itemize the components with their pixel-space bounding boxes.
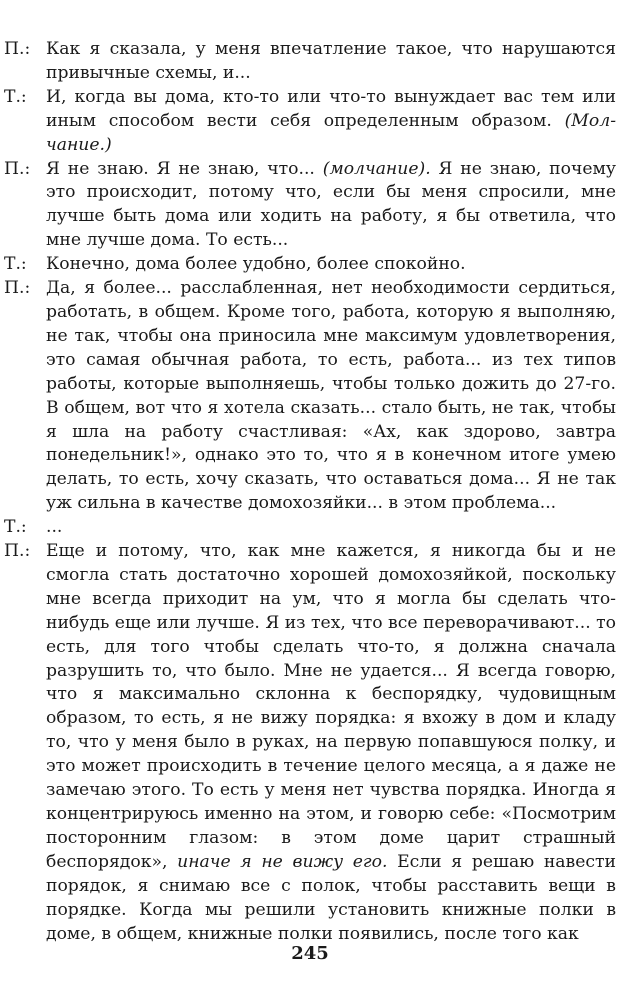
transcript-entries	[4, 38, 616, 946]
dialogue-entry	[4, 540, 616, 946]
italic-remark: (Молчание.)	[46, 110, 616, 155]
dialogue-entry	[4, 253, 616, 277]
utterance-fragment: Как я сказала, у меня впечатление такое, что нарушаются привычные схемы, и...	[46, 39, 616, 83]
utterance-fragment: Да, я более... расслабленная, нет необходимости сердиться, работать, в общем. Кроме того, работа, которую я выполняю, не так, чтобы она приносила мне максимум удовлетворения, это самая обычная работа, то есть, работа... из тех типов работы, которые выполняешь, чтобы только дожить до 27-го. В общем, вот что я хотела сказать... стало быть, не так, чтобы я шла на работу счастливая: «Ах, как здорово, завтра понедельник!», однако это то, что я в конечном итоге умею делать, то есть, хочу сказать, что оставаться дома... Я не так уж сильна в качестве домохозяйки... в этом проблема...	[46, 278, 616, 514]
speaker-label: П.:	[4, 541, 31, 562]
speaker-label: Т.:	[4, 86, 27, 107]
utterance-text	[46, 540, 616, 946]
dialogue-entry	[4, 86, 616, 158]
dialogue-entry	[4, 158, 616, 254]
utterance-fragment: Если я решаю навести порядок, я снимаю все с полок, чтобы расставить вещи в порядке. Когда мы решили установить книжные полки в доме, в общем, книжные полки появились, после того как	[46, 851, 616, 944]
utterance-fragment: Я не знаю, почему это происходит, потому что, если бы меня спросили, мне лучше быть дома или ходить на работу, я бы ответила, что мне лучше дома. То есть...	[46, 158, 616, 251]
utterance-text	[46, 86, 616, 158]
speaker-label: П.:	[4, 39, 31, 59]
transcript-page	[4, 38, 616, 946]
speaker-label: П.:	[4, 278, 31, 299]
utterance-fragment: Конечно, дома более удобно, более спокойно.	[46, 254, 466, 275]
utterance-text	[46, 277, 616, 516]
utterance-text	[46, 38, 616, 86]
utterance-text	[46, 158, 616, 254]
dialogue-entry	[4, 38, 616, 86]
utterance-fragment: И, когда вы дома, кто-то или что-то вынуждает вас тем или иным способом вести себя определенным образом.	[46, 86, 616, 131]
italic-remark: иначе я не вижу его.	[177, 851, 388, 872]
utterance-fragment: Еще и потому, что, как мне кажется, я никогда бы и не смогла стать достаточно хорошей домохозяйкой, поскольку мне всегда приходит на ум, что я могла бы сделать что-нибудь еще или лучше. Я из тех, что все переворачивают... то есть, для того чтобы сделать что-то, я должна сначала разрушить то, что было. Мне не удается... Я всегда говорю, что я максимально склонна к беспорядку, чудовищным образом, то есть, я не вижу порядка: я вхожу в дом и кладу то, что у меня было в руках, на первую попавшуюся полку, и это может происходить в течение целого месяца, а я даже не замечаю этого. То есть у меня нет чувства порядка. Иногда я концентрируюсь именно на этом, и говорю себе: «Посмотрим посторонним глазом: в этом доме царит страшный беспорядок»,	[46, 541, 616, 872]
speaker-label: Т.:	[4, 517, 27, 538]
utterance-fragment: ...	[46, 517, 63, 538]
dialogue-entry	[4, 516, 616, 540]
page-number: 245	[291, 943, 329, 964]
utterance-text	[46, 516, 616, 540]
italic-remark: (молчание).	[322, 158, 431, 179]
utterance-fragment: Я не знаю. Я не знаю, что...	[46, 158, 323, 179]
speaker-label: П.:	[4, 158, 31, 179]
speaker-label: Т.:	[4, 254, 27, 275]
utterance-text	[46, 253, 616, 277]
dialogue-entry	[4, 277, 616, 516]
